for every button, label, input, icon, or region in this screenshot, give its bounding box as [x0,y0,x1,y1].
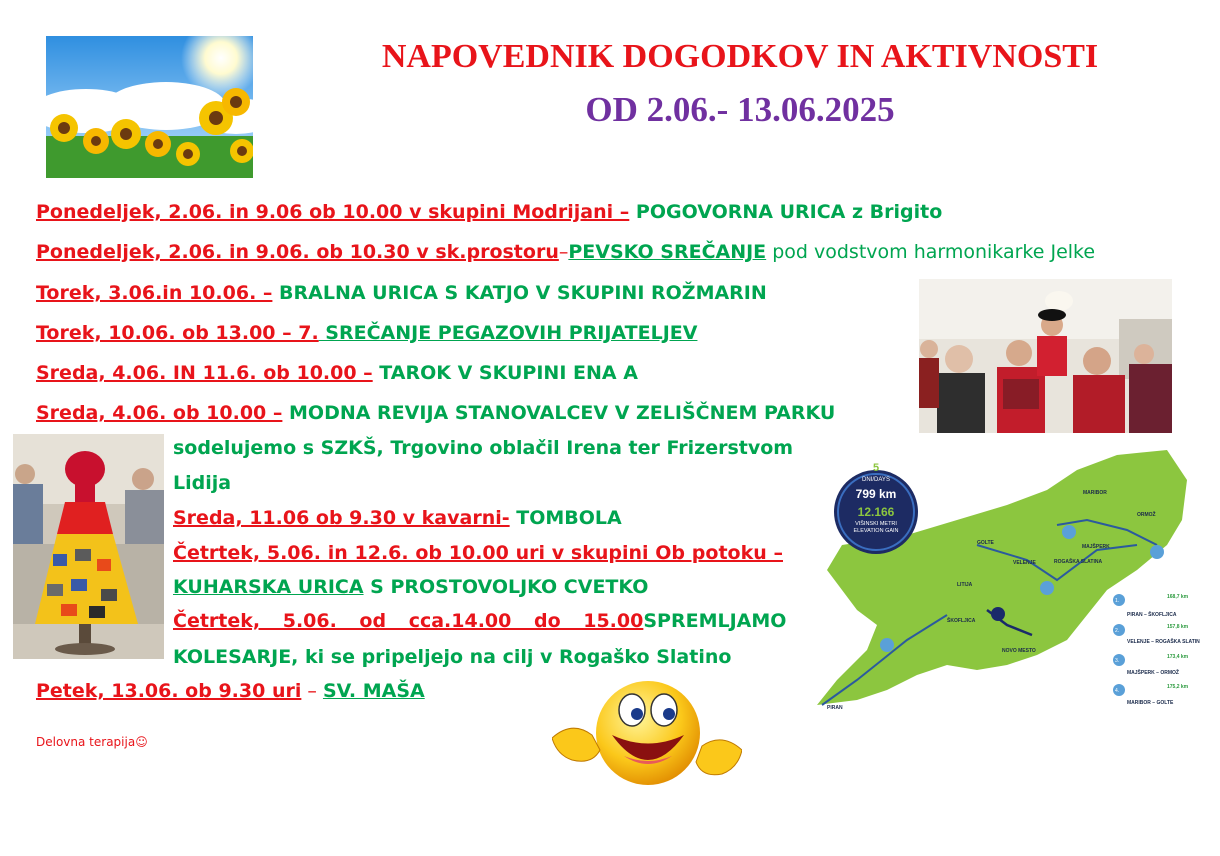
event-line [173,609,787,633]
legend-km: 157,8 km [1167,624,1189,630]
footer-note: Delovna terapija☺ [36,735,148,749]
event-when: Petek, 13.06. ob 9.30 uri [36,680,302,702]
event-what: SREČANJE PEGAZOVIH PRIJATELJEV [318,322,698,344]
event-when: Sreda, 4.06. IN 11.6. ob 10.00 – [36,362,373,384]
svg-text:1.: 1. [1115,598,1120,604]
smiley-icon [552,680,742,786]
page-title: NAPOVEDNIK DOGODKOV IN AKTIVNOSTI [381,38,1099,75]
event-what: TOMBOLA [509,507,622,529]
event-line [36,679,425,703]
event-line [36,321,697,345]
map-city: GOLTE [977,540,994,546]
event-line [173,471,231,495]
event-what: Lidija [173,472,232,494]
event-when: KUHARSKA URICA [173,576,364,598]
event-what: SPREMLJAMO [643,610,787,632]
sunflower-image [46,36,253,178]
event-when: Torek, 10.06. ob 13.00 – 7. [36,322,319,344]
legend-route: PIRAN – ŠKOFLJICA [1127,612,1177,618]
event-when: Sreda, 4.06. ob 10.00 – [36,402,283,424]
map-days: 5 [872,462,880,474]
event-what: PEVSKO SREČANJE [568,241,767,263]
legend-km: 175,2 km [1167,684,1189,690]
event-line [36,401,835,425]
cycling-route-map [797,450,1200,714]
event-what: KOLESARJE, ki se pripeljejo na cilj v Rogaško Slatino [173,646,732,668]
legend-km: 168,7 km [1167,594,1189,600]
map-city: ŠKOFLJICA [947,618,976,624]
event-line [36,200,942,224]
event-when: Četrtek, 5.06. in 12.6. ob 10.00 uri v skupini Ob potoku – [173,542,783,564]
event-what: sodelujemo s SZKŠ, Trgovino oblačil Irena ter Frizerstvom [173,437,794,459]
map-elevation-label1: VIŠINSKI METRI [855,521,897,527]
event-when: Torek, 3.06.in 10.06. – [36,282,273,304]
event-when: Ponedeljek, 2.06. in 9.06 ob 10.00 v skupini Modrijani – [36,201,630,223]
event-line [173,575,648,599]
map-city: NOVO MESTO [1002,648,1036,654]
event-line [173,506,622,530]
map-elevation: 12.166 [857,505,895,519]
map-city: VELENJE [1013,560,1036,566]
event-what: POGOVORNA URICA z Brigito [629,201,943,223]
event-line [36,281,767,305]
event-separator: – [301,680,323,702]
event-when: Sreda, 11.06 ob 9.30 v kavarni- [173,507,510,529]
event-what: BRALNA URICA S KATJO V SKUPINI ROŽMARIN [272,282,767,304]
event-what: MODNA REVIJA STANOVALCEV V ZELIŠČNEM PARKU [282,402,836,424]
event-line [173,541,783,565]
svg-text:4.: 4. [1115,688,1120,694]
map-city: ORMOŽ [1137,512,1156,518]
event-line [173,436,794,460]
map-city: ROGAŠKA SLATINA [1054,559,1103,565]
event-line [36,240,1095,264]
map-city: MAJŠPERK [1082,544,1110,550]
event-when: Četrtek, 5.06. od cca.14.00 do 15.00 [173,610,644,632]
event-line [36,361,638,385]
legend-route: MARIBOR – GOLTE [1127,700,1174,706]
event-what: TAROK V SKUPINI ENA A [372,362,638,384]
event-separator: – [558,241,569,263]
event-what: S PROSTOVOLJKO CVETKO [363,576,649,598]
event-line [173,645,731,669]
legend-route: VELENJE – ROGAŠKA SLATINA [1127,639,1200,645]
svg-text:2.: 2. [1115,628,1120,634]
event-extra: pod vodstvom harmonikarke Jelke [766,241,1096,263]
map-days-label: DNI/DAYS [862,477,890,483]
svg-text:3.: 3. [1115,658,1120,664]
map-city: MARIBOR [1083,490,1107,496]
map-city: PIRAN [827,705,843,711]
map-elevation-label2: ELEVATION GAIN [853,528,899,534]
legend-route: MAJŠPERK – ORMOŽ [1127,670,1179,676]
fashion-dress-photo [13,434,164,659]
group-photo [919,279,1172,433]
legend-km: 173,4 km [1167,654,1189,660]
map-city: LITIJA [957,582,973,588]
page-subtitle: OD 2.06.- 13.06.2025 [585,90,895,129]
map-km: 799 km [855,487,897,501]
event-what: SV. MAŠA [322,680,425,702]
event-when: Ponedeljek, 2.06. in 9.06. ob 10.30 v sk.prostoru [36,241,559,263]
